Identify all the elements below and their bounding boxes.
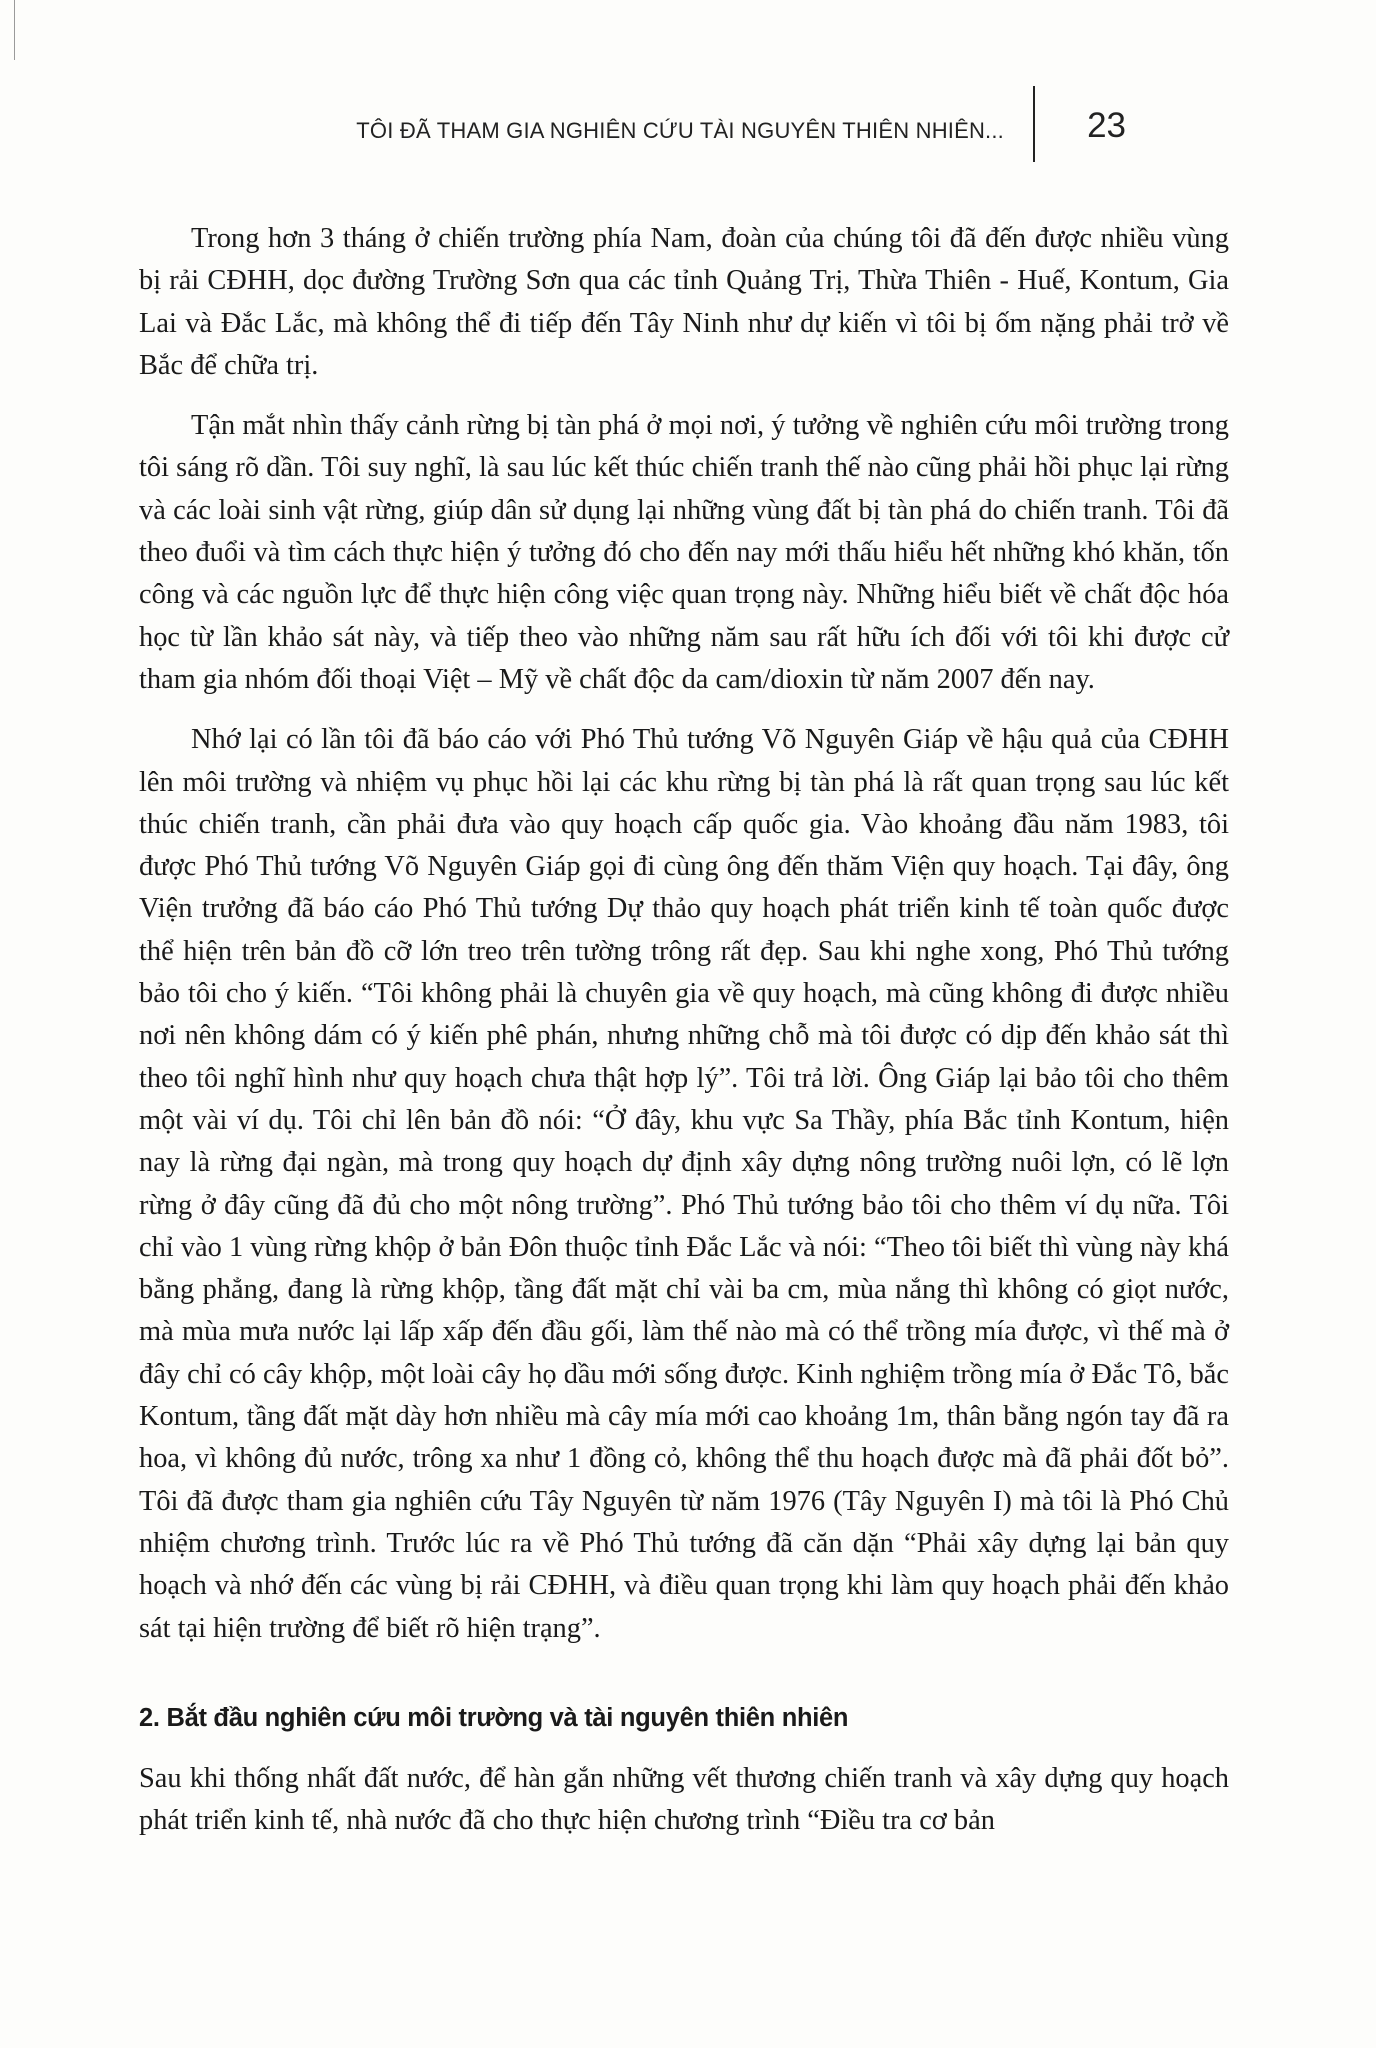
running-title: TÔI ĐÃ THAM GIA NGHIÊN CỨU TÀI NGUYÊN THIÊN NHIÊN... [356, 118, 1004, 143]
header-divider [1033, 86, 1035, 162]
paragraph-4: Sau khi thống nhất đất nước, để hàn gắn những vết thương chiến tranh và xây dựng quy hoạch phát triển kinh tế, nhà nước đã cho thực hiện chương trình “Điều tra cơ bản [139, 1762, 1229, 1837]
paragraph-2: Tận mắt nhìn thấy cảnh rừng bị tàn phá ở mọi nơi, ý tưởng về nghiên cứu môi trường trong tôi sáng rõ dần. Tôi suy nghĩ, là sau lúc kết thúc chiến tranh thế nào cũng phải hồi phục lại rừng và các loài sinh vật rừng, giúp dân sử dụng lại những vùng đất bị tàn phá do chiến tranh. Tôi đã theo đuổi và tìm cách thực hiện ý tưởng đó cho đến nay mới thấu hiểu hết những khó khăn, tốn công và các nguồn lực để thực hiện công việc quan trọng này. Những hiểu biết về chất độc hóa học từ lần khảo sát này, và tiếp theo vào những năm sau rất hữu ích đối với tôi khi được cử tham gia nhóm đối thoại Việt – Mỹ về chất độc da cam/dioxin từ năm 2007 đến nay. [139, 410, 1229, 695]
section-heading: 2. Bắt đầu nghiên cứu môi trường và tài nguyên thiên nhiên [139, 1703, 849, 1732]
paragraph-3: Nhớ lại có lần tôi đã báo cáo với Phó Thủ tướng Võ Nguyên Giáp về hậu quả của CĐHH lên môi trường và nhiệm vụ phục hồi lại các khu rừng bị tàn phá là rất quan trọng sau lúc kết thúc chiến tranh, cần phải đưa vào quy hoạch cấp quốc gia. Vào khoảng đầu năm 1983, tôi được Phó Thủ tướng Võ Nguyên Giáp gọi đi cùng ông đến thăm Viện quy hoạch. Tại đây, ông Viện trưởng đã báo cáo Phó Thủ tướng Dự thảo quy hoạch phát triển kinh tế toàn quốc được thể hiện trên bản đồ cỡ lớn treo trên tường trông rất đẹp. Sau khi nghe xong, Phó Thủ tướng bảo tôi cho ý kiến. “Tôi không phải là chuyên gia về quy hoạch, mà cũng không đi được nhiều nơi nên không dám có ý kiến phê phán, nhưng những chỗ mà tôi được có dịp đến khảo sát thì theo tôi nghĩ hình như quy hoạch chưa thật hợp lý”. Tôi trả lời. Ông Giáp lại bảo tôi cho thêm một vài ví dụ. Tôi chỉ lên bản đồ nói: “Ở đây, khu vực Sa Thầy, phía Bắc tỉnh Kontum, hiện nay là rừng đại ngàn, mà trong quy hoạch dự định xây dựng nông trường nuôi lợn, có lẽ lợn rừng ở đây cũng đã đủ cho một nông trường”. Phó Thủ tướng bảo tôi cho thêm ví dụ nữa. Tôi chỉ vào 1 vùng rừng khộp ở bản Đôn thuộc tỉnh Đắc Lắc và nói: “Theo tôi biết thì vùng này khá bằng phẳng, đang là rừng khộp, tầng đất mặt chỉ vài ba cm, mùa nắng thì không có giọt nước, mà mùa mưa nước lại lấp xấp đến đầu gối, làm thế nào mà có thể trồng mía được, vì thế mà ở đây chỉ có cây khộp, một loài cây họ dầu mới sống được. Kinh nghiệm trồng mía ở Đắc Tô, bắc Kontum, tầng đất mặt dày hơn nhiều mà cây mía mới cao khoảng 1m, thân bằng ngón tay đã ra hoa, vì không đủ nước, trông xa như 1 đồng cỏ, không thể thu hoạch được mà đã phải đốt bỏ”. Tôi đã được tham gia nghiên cứu Tây Nguyên từ năm 1976 (Tây Nguyên I) mà tôi là Phó Chủ nhiệm chương trình. Trước lúc ra về Phó Thủ tướng đã căn dặn “Phải xây dựng lại bản quy hoạch và nhớ đến các vùng bị rải CĐHH, và điều quan trọng khi làm quy hoạch phải đến khảo sát tại hiện trường để biết rõ hiện trạng”. [139, 724, 1229, 1644]
scan-edge-line [14, 0, 15, 60]
page-number: 23 [1087, 106, 1126, 145]
running-header [140, 108, 1244, 158]
body-text [139, 218, 1229, 1860]
paragraph-1: Trong hơn 3 tháng ở chiến trường phía Nam, đoàn của chúng tôi đã đến được nhiều vùng bị rải CĐHH, dọc đường Trường Sơn qua các tỉnh Quảng Trị, Thừa Thiên - Huế, Kontum, Gia Lai và Đắc Lắc, mà không thể đi tiếp đến Tây Ninh như dự kiến vì tôi bị ốm nặng phải trở về Bắc để chữa trị. [139, 223, 1229, 381]
